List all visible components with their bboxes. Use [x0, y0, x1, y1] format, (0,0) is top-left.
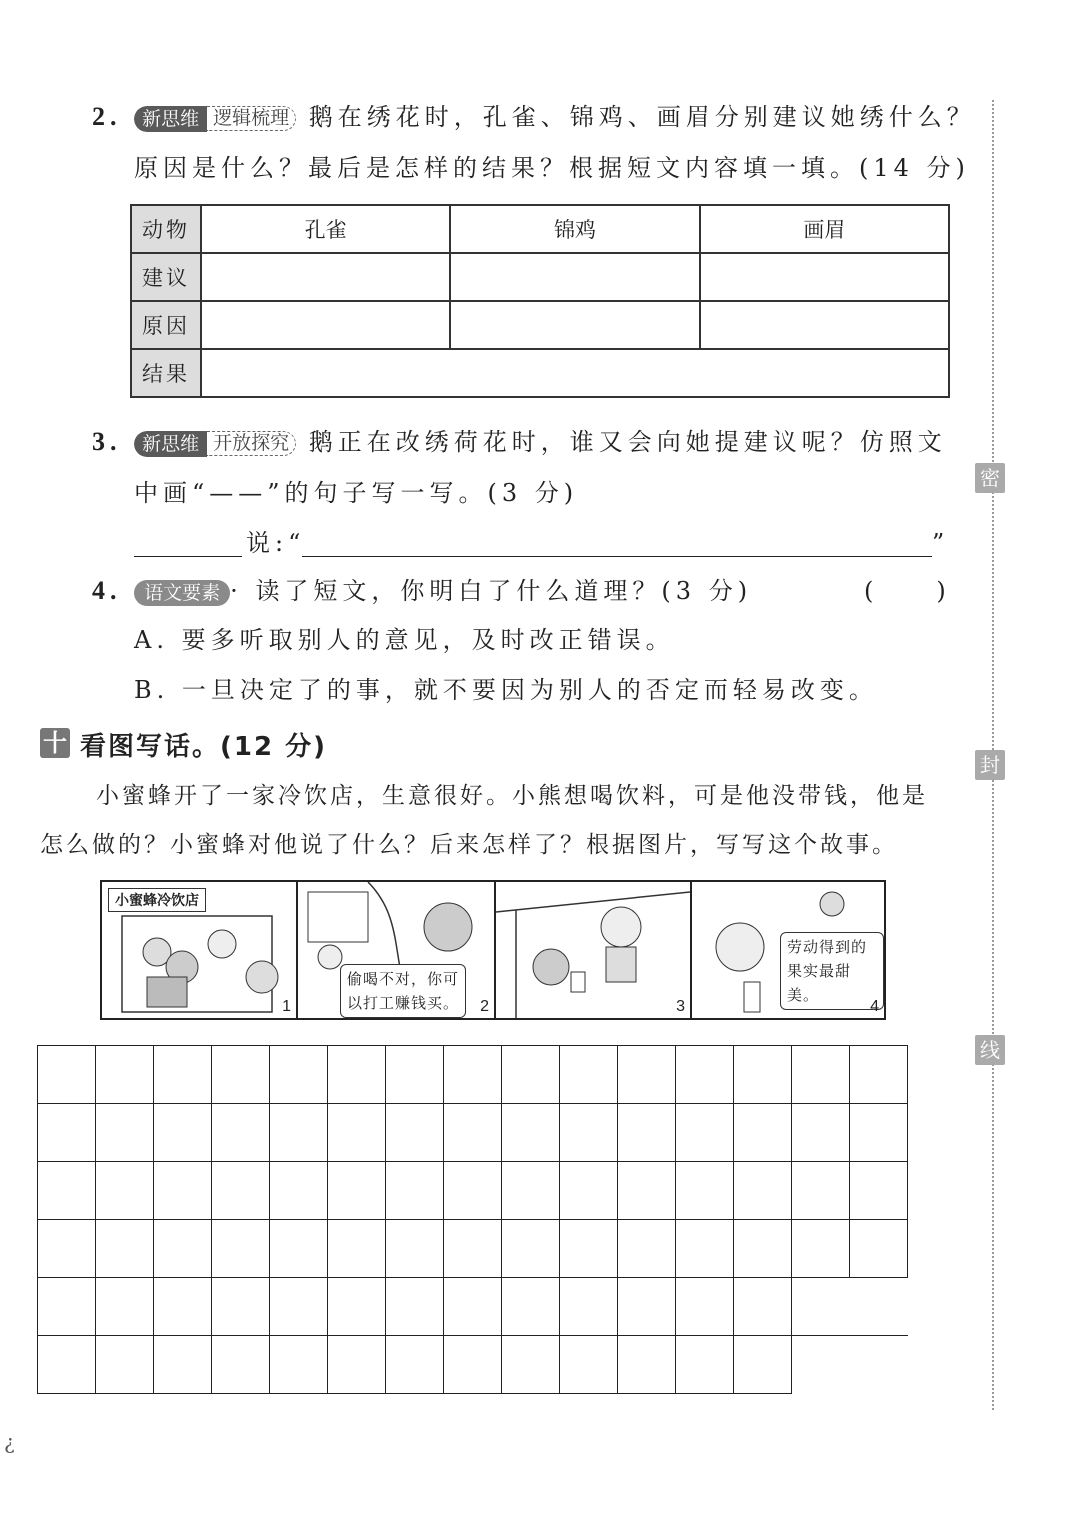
- table-row-label-reason: 原因: [131, 301, 201, 349]
- grid-cell[interactable]: [386, 1162, 444, 1220]
- grid-cell[interactable]: [270, 1336, 328, 1394]
- comic-panel-4: [690, 880, 886, 1020]
- grid-cell[interactable]: [212, 1046, 270, 1104]
- table-cell-input[interactable]: [201, 349, 949, 397]
- table-row-label-result: 结果: [131, 349, 201, 397]
- grid-cell[interactable]: [154, 1278, 212, 1336]
- comic-panel-1-drawing: [102, 882, 296, 1018]
- grid-cell[interactable]: [444, 1162, 502, 1220]
- panel2-speech-bubble: [340, 964, 466, 1018]
- grid-cell[interactable]: [270, 1220, 328, 1278]
- q4-option-a: A. 要多听取别人的意见，及时改正错误。: [134, 626, 675, 654]
- grid-cell[interactable]: [154, 1046, 212, 1104]
- section-ten-title: 看图写话。(12 分): [80, 732, 327, 762]
- grid-cell[interactable]: [444, 1104, 502, 1162]
- grid-cell[interactable]: [38, 1162, 96, 1220]
- grid-cell[interactable]: [618, 1162, 676, 1220]
- grid-cell[interactable]: [328, 1104, 386, 1162]
- q4-answer-paren[interactable]: ( ): [864, 577, 951, 605]
- q2-text-line1: 鹅在绣花时，孔雀、锦鸡、画眉分别建议她绣什么？: [308, 103, 976, 131]
- grid-cell[interactable]: [850, 1220, 908, 1278]
- q2-line1: [92, 102, 976, 132]
- grid-cell[interactable]: [96, 1220, 154, 1278]
- shop-sign: 小蜜蜂冷饮店: [108, 888, 206, 912]
- grid-cell[interactable]: [734, 1162, 792, 1220]
- grid-cell[interactable]: [502, 1336, 560, 1394]
- q3-text-line1: 鹅正在改绣荷花时，谁又会向她提建议呢？仿照文: [308, 428, 947, 456]
- grid-cell[interactable]: [38, 1220, 96, 1278]
- grid-cell[interactable]: [96, 1162, 154, 1220]
- grid-cell[interactable]: [676, 1046, 734, 1104]
- grid-cell[interactable]: [212, 1220, 270, 1278]
- grid-cell[interactable]: [38, 1336, 96, 1394]
- comic-panel-3-drawing: [496, 882, 690, 1018]
- grid-cell[interactable]: [734, 1220, 792, 1278]
- q3-close-quote: ”: [932, 529, 950, 557]
- grid-cell[interactable]: [734, 1336, 792, 1394]
- section-ten-icon: 十: [40, 728, 70, 758]
- grid-cell[interactable]: [734, 1104, 792, 1162]
- panel4-speech-bubble: [780, 932, 884, 1010]
- panel4-bubble-line1: 劳动得到的: [787, 938, 868, 956]
- table-header-animal: 动物: [131, 205, 201, 253]
- q3-number: 3.: [92, 427, 122, 456]
- grid-cell[interactable]: [444, 1046, 502, 1104]
- table-cell-input[interactable]: [201, 253, 450, 301]
- grid-cell[interactable]: [734, 1046, 792, 1104]
- writing-grid: [37, 1045, 908, 1394]
- q2-tag-dark: 新思维: [134, 106, 207, 132]
- section-ten-para-line2: 怎么做的？小蜜蜂对他说了什么？后来怎样了？根据图片，写写这个故事。: [40, 832, 898, 858]
- grid-cell[interactable]: [38, 1278, 96, 1336]
- table-cell-input[interactable]: [700, 301, 949, 349]
- grid-row: [38, 1220, 908, 1278]
- grid-cell[interactable]: [212, 1104, 270, 1162]
- grid-cell[interactable]: [560, 1220, 618, 1278]
- grid-cell[interactable]: [676, 1220, 734, 1278]
- grid-cell[interactable]: [96, 1104, 154, 1162]
- table-header-thrush: 画眉: [700, 205, 949, 253]
- grid-cell[interactable]: [270, 1162, 328, 1220]
- grid-cell[interactable]: [676, 1278, 734, 1336]
- table-cell-input[interactable]: [450, 253, 699, 301]
- grid-cell[interactable]: [618, 1278, 676, 1336]
- grid-cell[interactable]: [850, 1104, 908, 1162]
- grid-cell[interactable]: [386, 1220, 444, 1278]
- grid-cell[interactable]: [154, 1220, 212, 1278]
- table-row-label-suggestion: 建议: [131, 253, 201, 301]
- grid-cell[interactable]: [618, 1046, 676, 1104]
- q4-option-b: B. 一旦决定了的事，就不要因为别人的否定而轻易改变。: [134, 676, 878, 704]
- grid-cell[interactable]: [386, 1278, 444, 1336]
- grid-cell[interactable]: [618, 1104, 676, 1162]
- table-header-peacock: 孔雀: [201, 205, 450, 253]
- q2-tag: [134, 106, 296, 132]
- grid-cell[interactable]: [618, 1336, 676, 1394]
- binding-char-mi: 密: [975, 463, 1005, 493]
- q3-tag-light: 开放探究: [207, 431, 296, 456]
- grid-row: [38, 1046, 908, 1104]
- grid-cell[interactable]: [444, 1336, 502, 1394]
- grid-cell[interactable]: [792, 1104, 850, 1162]
- grid-cell[interactable]: [502, 1104, 560, 1162]
- grid-cell[interactable]: [270, 1046, 328, 1104]
- grid-cell[interactable]: [212, 1336, 270, 1394]
- grid-empty: [792, 1336, 850, 1394]
- grid-cell[interactable]: [38, 1046, 96, 1104]
- grid-cell[interactable]: [328, 1162, 386, 1220]
- grid-cell[interactable]: [502, 1046, 560, 1104]
- grid-cell[interactable]: [792, 1046, 850, 1104]
- grid-cell[interactable]: [676, 1104, 734, 1162]
- grid-cell[interactable]: [154, 1162, 212, 1220]
- grid-empty: [792, 1278, 850, 1336]
- grid-cell[interactable]: [676, 1162, 734, 1220]
- grid-cell[interactable]: [560, 1278, 618, 1336]
- grid-cell[interactable]: [676, 1336, 734, 1394]
- grid-row: [38, 1336, 908, 1394]
- comic-panel-2: [296, 880, 496, 1020]
- q4-line: [92, 576, 752, 606]
- table-cell-input[interactable]: [201, 301, 450, 349]
- grid-cell[interactable]: [386, 1046, 444, 1104]
- comic-number-3: 3: [676, 998, 685, 1015]
- comic-panel-1: [100, 880, 298, 1020]
- q3-text-line2: 中画“——”的句子写一写。(3 分): [134, 479, 579, 507]
- q2-text-line2: 原因是什么？最后是怎样的结果？根据短文内容填一填。(14 分): [134, 154, 970, 182]
- grid-cell[interactable]: [96, 1278, 154, 1336]
- grid-cell[interactable]: [444, 1278, 502, 1336]
- q3-blank-name[interactable]: [134, 556, 242, 557]
- grid-cell[interactable]: [328, 1046, 386, 1104]
- table-header-pheasant: 锦鸡: [450, 205, 699, 253]
- q3-tag: [134, 431, 296, 457]
- q4-dot: ·: [230, 577, 243, 605]
- grid-cell[interactable]: [270, 1104, 328, 1162]
- q3-tag-dark: 新思维: [134, 431, 207, 457]
- grid-cell[interactable]: [38, 1104, 96, 1162]
- table-cell-input[interactable]: [700, 253, 949, 301]
- grid-row: [38, 1162, 908, 1220]
- grid-cell[interactable]: [154, 1104, 212, 1162]
- grid-cell[interactable]: [502, 1220, 560, 1278]
- grid-empty: [850, 1336, 908, 1394]
- q2-tag-light: 逻辑梳理: [207, 106, 296, 131]
- q3-say-label: 说:“: [246, 529, 306, 557]
- grid-cell[interactable]: [560, 1336, 618, 1394]
- grid-cell[interactable]: [850, 1162, 908, 1220]
- comic-number-2: 2: [480, 998, 489, 1015]
- grid-cell[interactable]: [560, 1162, 618, 1220]
- panel4-bubble-line2: 果实最甜美。: [787, 962, 852, 1004]
- q4-question: 读了短文，你明白了什么道理？(3 分): [255, 577, 753, 605]
- binding-char-feng: 封: [975, 750, 1005, 780]
- q3-line1: [92, 427, 947, 457]
- panel2-bubble-line2: 以打工赚钱买。: [347, 994, 460, 1012]
- binding-char-xian: 线: [975, 1035, 1005, 1065]
- grid-cell[interactable]: [386, 1104, 444, 1162]
- q2-table: [130, 204, 950, 398]
- q3-blank-sentence[interactable]: [302, 556, 932, 557]
- table-cell-input[interactable]: [450, 301, 699, 349]
- grid-cell[interactable]: [502, 1278, 560, 1336]
- grid-cell[interactable]: [328, 1278, 386, 1336]
- grid-empty: [850, 1278, 908, 1336]
- grid-cell[interactable]: [386, 1336, 444, 1394]
- grid-cell[interactable]: [328, 1220, 386, 1278]
- grid-cell[interactable]: [850, 1046, 908, 1104]
- grid-cell[interactable]: [502, 1162, 560, 1220]
- grid-cell[interactable]: [560, 1104, 618, 1162]
- comic-number-4: 4: [870, 998, 879, 1015]
- grid-cell[interactable]: [792, 1162, 850, 1220]
- q4-number: 4.: [92, 576, 122, 605]
- section-ten-para-line1: 小蜜蜂开了一家冷饮店，生意很好。小熊想喝饮料，可是他没带钱，他是: [96, 783, 928, 809]
- grid-cell[interactable]: [618, 1220, 676, 1278]
- grid-cell[interactable]: [560, 1046, 618, 1104]
- comic-number-1: 1: [282, 998, 291, 1015]
- q2-number: 2.: [92, 102, 122, 131]
- panel2-bubble-line1: 偷喝不对，你可: [347, 970, 460, 988]
- grid-cell[interactable]: [270, 1278, 328, 1336]
- grid-cell[interactable]: [212, 1278, 270, 1336]
- grid-row: [38, 1104, 908, 1162]
- grid-row: [38, 1278, 908, 1336]
- q4-tag: 语文要素: [134, 580, 230, 606]
- grid-cell[interactable]: [96, 1046, 154, 1104]
- grid-cell[interactable]: [212, 1162, 270, 1220]
- page-mark: ¿: [4, 1430, 15, 1454]
- grid-cell[interactable]: [154, 1336, 212, 1394]
- grid-cell[interactable]: [444, 1220, 502, 1278]
- grid-cell[interactable]: [734, 1278, 792, 1336]
- comic-panel-3: [494, 880, 692, 1020]
- grid-cell[interactable]: [792, 1220, 850, 1278]
- grid-cell[interactable]: [328, 1336, 386, 1394]
- grid-cell[interactable]: [96, 1336, 154, 1394]
